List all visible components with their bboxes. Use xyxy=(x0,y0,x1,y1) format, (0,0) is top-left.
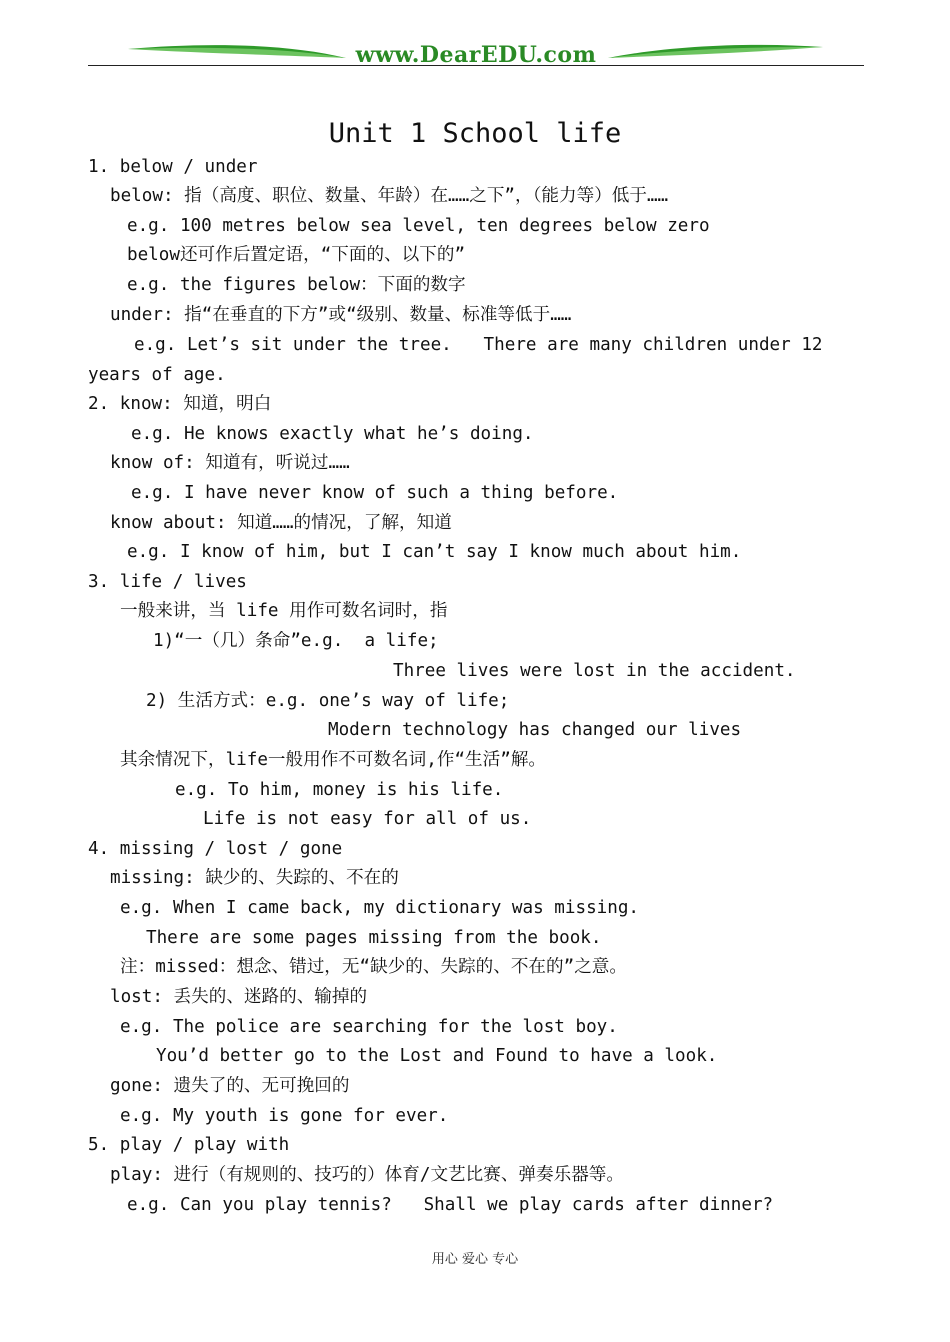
text-line: You’d better go to the Lost and Found to have a look. xyxy=(156,1046,718,1066)
text-line: 2) 生活方式：e.g. one’s way of life; xyxy=(146,691,510,711)
text-line: below还可作后置定语，“下面的、以下的” xyxy=(127,245,466,265)
text-line: There are some pages missing from the book. xyxy=(146,928,602,948)
text-line: e.g. I have never know of such a thing before. xyxy=(131,483,619,503)
page-header xyxy=(88,38,864,68)
text-line: 4. missing / lost / gone xyxy=(88,839,343,859)
text-line: 2. know: 知道，明白 xyxy=(88,394,272,414)
text-line: missing: 缺少的、失踪的、不在的 xyxy=(110,868,399,888)
text-line: 5. play / play with xyxy=(88,1135,290,1155)
text-line: 注：missed：想念、错过，无“缺少的、失踪的、不在的”之意。 xyxy=(120,957,627,977)
text-line: years of age. xyxy=(88,365,226,385)
text-line: e.g. I know of him, but I can’t say I know much about him. xyxy=(127,542,742,562)
text-line: e.g. Let’s sit under the tree. There are many children under 12 xyxy=(134,335,823,355)
text-line: e.g. He knows exactly what he’s doing. xyxy=(131,424,534,444)
text-line: 一般来讲，当 life 用作可数名词时，指 xyxy=(120,601,448,621)
text-line: gone: 遗失了的、无可挽回的 xyxy=(110,1076,350,1096)
header-rule xyxy=(88,65,864,66)
page-footer: 用心 爱心 专心 xyxy=(431,1252,519,1267)
text-line: e.g. 100 metres below sea level, ten degrees below zero xyxy=(127,216,710,236)
text-line: lost: 丢失的、迷路的、输掉的 xyxy=(110,987,368,1007)
text-line: e.g. The police are searching for the lost boy. xyxy=(120,1017,618,1037)
text-line: Modern technology has changed our lives xyxy=(328,720,742,740)
text-line: know about: 知道……的情况，了解，知道 xyxy=(110,513,452,533)
text-line: 3. life / lives xyxy=(88,572,247,592)
text-line: below: 指（高度、职位、数量、年龄）在……之下”，（能力等）低于…… xyxy=(110,186,669,206)
text-line: Three lives were lost in the accident. xyxy=(393,661,796,681)
text-line: 1. below / under xyxy=(88,157,258,177)
text-line: know of: 知道有，听说过…… xyxy=(110,453,350,473)
page-title: Unit 1 School life xyxy=(328,118,622,149)
text-line: e.g. My youth is gone for ever. xyxy=(120,1106,449,1126)
text-line: Life is not easy for all of us. xyxy=(203,809,532,829)
text-line: e.g. the figures below：下面的数字 xyxy=(127,275,466,295)
text-line: e.g. Can you play tennis? Shall we play cards after dinner? xyxy=(127,1195,774,1215)
text-line: 其余情况下，life一般用作不可数名词,作“生活”解。 xyxy=(120,750,547,770)
text-line: e.g. When I came back, my dictionary was missing. xyxy=(120,898,640,918)
text-line: e.g. To him, money is his life. xyxy=(175,780,504,800)
text-line: under: 指“在垂直的下方”或“级别、数量、标准等低于…… xyxy=(110,305,572,325)
text-line: play: 进行（有规则的、技巧的）体育/文艺比赛、弹奏乐器等。 xyxy=(110,1165,624,1185)
text-line: 1)“一（几）条命”e.g. a life; xyxy=(153,631,439,651)
site-url-logo: www.DearEDU.com xyxy=(355,42,597,68)
